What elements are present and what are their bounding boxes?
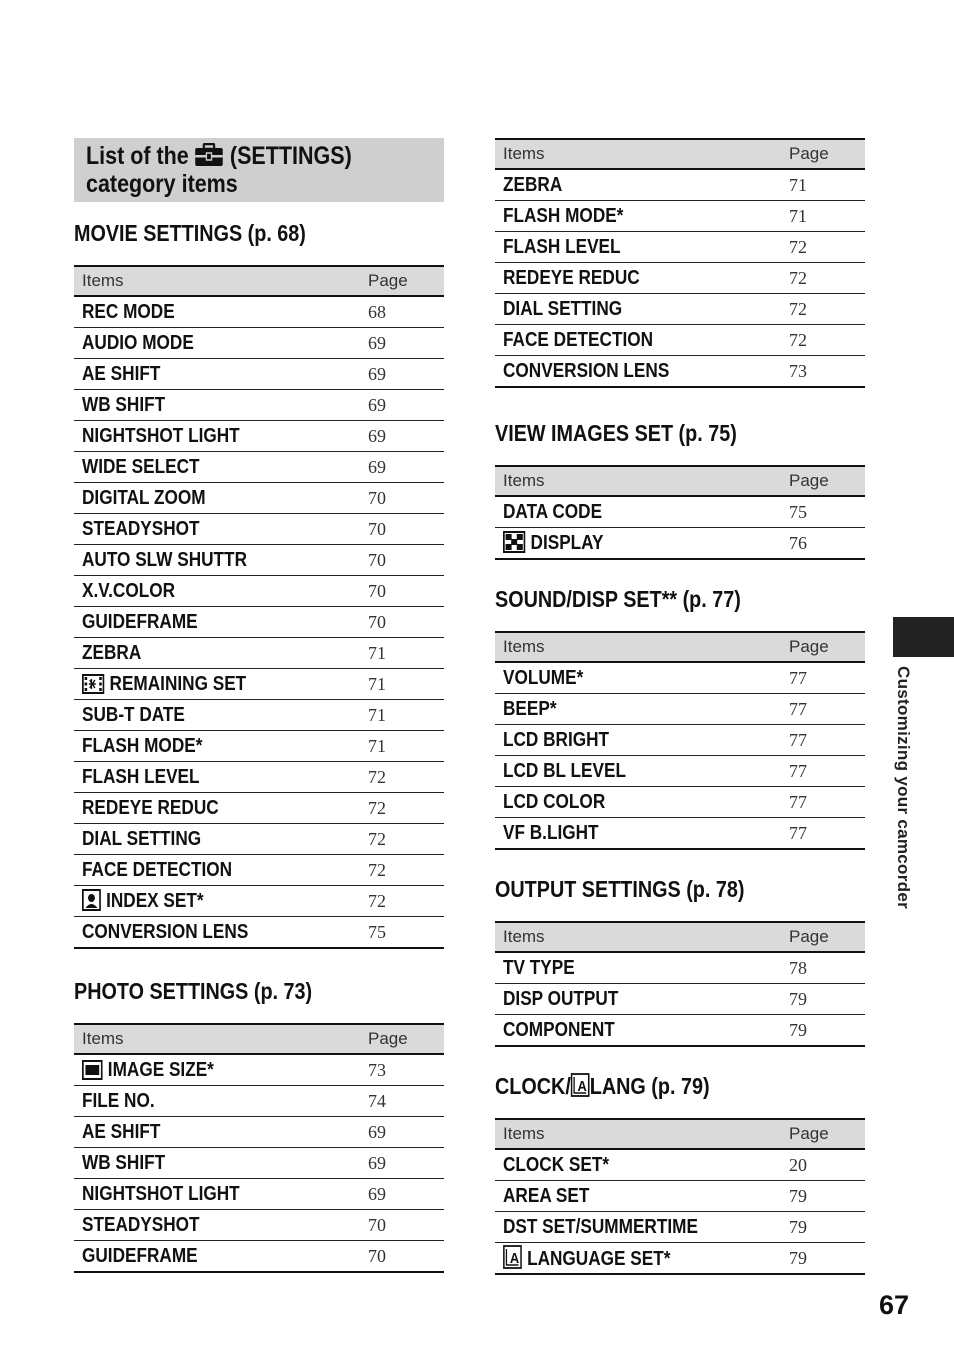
item-name-wrap	[82, 859, 232, 882]
item-name-wrap	[82, 1245, 198, 1268]
table-row	[74, 1148, 444, 1179]
item-name-cell	[495, 356, 789, 388]
table-row	[495, 952, 865, 984]
item-name-cell	[74, 514, 368, 545]
item-name-cell	[74, 917, 368, 949]
item-name-cell	[74, 1179, 368, 1210]
chapter-label-text: Customizing your camcorder	[894, 666, 913, 910]
item-name-cell	[74, 421, 368, 452]
page-ref: 20	[789, 1149, 865, 1181]
item-name-cell	[495, 1212, 789, 1243]
page-ref: 72	[368, 824, 444, 855]
page-ref: 70	[368, 545, 444, 576]
table-row	[74, 824, 444, 855]
output-settings-heading: OUTPUT SETTINGS (p. 78)	[495, 876, 745, 902]
items-header: Items	[495, 922, 789, 952]
table-row	[74, 452, 444, 483]
table-row	[495, 1149, 865, 1181]
item-name: GUIDEFRAME	[82, 610, 198, 633]
item-name-wrap	[503, 760, 626, 783]
table-row	[74, 483, 444, 514]
table-row	[74, 1117, 444, 1148]
item-name-cell	[495, 725, 789, 756]
item-name: GUIDEFRAME	[82, 1244, 198, 1267]
item-name: STEADYSHOT	[82, 1213, 200, 1236]
page-ref: 73	[368, 1054, 444, 1086]
item-name-wrap	[503, 531, 603, 555]
item-name-wrap	[82, 1152, 165, 1175]
item-name-wrap	[82, 394, 165, 417]
item-name: FLASH MODE*	[503, 204, 624, 227]
item-name: REC MODE	[82, 300, 175, 323]
page-ref: 72	[368, 762, 444, 793]
page-ref: 69	[368, 390, 444, 421]
page-ref: 72	[789, 232, 865, 263]
item-name-wrap	[82, 611, 198, 634]
item-name-cell	[495, 787, 789, 818]
item-name-cell	[74, 1117, 368, 1148]
item-name: ZEBRA	[503, 173, 563, 196]
item-name: X.V.COLOR	[82, 579, 176, 602]
item-name-cell	[495, 232, 789, 263]
items-header: Items	[495, 1119, 789, 1149]
table-row	[74, 638, 444, 669]
item-name-wrap	[503, 1019, 615, 1042]
items-header: Items	[495, 139, 789, 169]
item-name: SUB-T DATE	[82, 703, 185, 726]
table-row	[74, 390, 444, 421]
item-name-cell	[495, 201, 789, 232]
right-column	[495, 138, 865, 1275]
item-name-cell	[495, 528, 789, 560]
item-name-wrap	[503, 298, 622, 321]
item-name: REDEYE REDUC	[503, 266, 640, 289]
page-ref: 72	[368, 855, 444, 886]
item-name: CONVERSION LENS	[82, 920, 249, 943]
item-name-cell	[495, 662, 789, 694]
item-name-cell	[495, 952, 789, 984]
table-row	[74, 328, 444, 359]
item-name-wrap	[503, 329, 653, 352]
items-header: Items	[495, 632, 789, 662]
movie-settings-heading: MOVIE SETTINGS (p. 68)	[74, 220, 306, 246]
item-name: CONVERSION LENS	[503, 359, 670, 382]
page-ref: 69	[368, 1179, 444, 1210]
page-header: Page	[368, 266, 444, 296]
item-name-wrap	[82, 921, 248, 944]
item-name: NIGHTSHOT LIGHT	[82, 1182, 240, 1205]
page-ref: 72	[789, 263, 865, 294]
item-name-wrap	[82, 332, 194, 355]
item-name-wrap	[503, 988, 618, 1011]
table-row	[495, 294, 865, 325]
table-row	[495, 756, 865, 787]
table-row	[74, 917, 444, 949]
item-name-wrap	[503, 501, 602, 524]
page-number: 67	[879, 1290, 910, 1320]
page-ref: 70	[368, 514, 444, 545]
chapter-tab	[893, 617, 954, 657]
page-ref: 75	[789, 496, 865, 528]
page-header: Page	[368, 1024, 444, 1054]
item-name-cell	[74, 762, 368, 793]
item-name: ZEBRA	[82, 641, 142, 664]
page-ref: 79	[789, 1243, 865, 1275]
item-name-cell	[74, 793, 368, 824]
table-row	[495, 263, 865, 294]
table-row	[74, 886, 444, 917]
language-icon	[571, 1073, 590, 1097]
item-name: COMPONENT	[503, 1018, 615, 1041]
item-name-wrap	[82, 673, 246, 696]
item-name-cell	[74, 886, 368, 917]
photo-settings-table	[74, 1023, 444, 1273]
table-row	[74, 1054, 444, 1086]
item-name: INDEX SET*	[106, 890, 204, 912]
item-name-cell	[495, 756, 789, 787]
item-name-wrap	[82, 735, 202, 758]
table-row	[495, 662, 865, 694]
item-name-cell	[495, 169, 789, 201]
item-name-wrap	[82, 889, 204, 913]
item-name: CLOCK SET*	[503, 1153, 610, 1176]
item-name-wrap	[82, 704, 185, 727]
item-name: DIGITAL ZOOM	[82, 486, 206, 509]
item-name-wrap	[503, 1216, 698, 1239]
page-ref: 69	[368, 1117, 444, 1148]
item-name: DIAL SETTING	[82, 827, 202, 850]
page-ref: 77	[789, 725, 865, 756]
page-ref: 70	[368, 607, 444, 638]
table-row	[74, 1210, 444, 1241]
item-name: FACE DETECTION	[503, 328, 654, 351]
item-name-wrap	[82, 828, 201, 851]
item-name-wrap	[82, 1059, 214, 1082]
clock-heading-prefix: CLOCK/	[495, 1073, 571, 1099]
item-name-wrap	[82, 1121, 160, 1144]
item-name: AE SHIFT	[82, 362, 161, 385]
item-name: DIAL SETTING	[503, 297, 623, 320]
items-header: Items	[74, 1024, 368, 1054]
item-name-cell	[495, 496, 789, 528]
item-name-wrap	[82, 642, 141, 665]
page-ref: 79	[789, 1015, 865, 1047]
items-header: Items	[74, 266, 368, 296]
table-row	[495, 725, 865, 756]
item-name: DATA CODE	[503, 500, 603, 523]
item-name-wrap	[82, 518, 200, 541]
table-row	[495, 325, 865, 356]
left-column	[74, 138, 444, 1273]
page-ref: 69	[368, 328, 444, 359]
table-row	[495, 356, 865, 388]
page-ref: 77	[789, 818, 865, 850]
item-name-cell	[74, 1241, 368, 1273]
item-name: DST SET/SUMMERTIME	[503, 1215, 698, 1238]
page-ref: 69	[368, 452, 444, 483]
item-name: LCD BL LEVEL	[503, 759, 626, 782]
item-name-cell	[74, 452, 368, 483]
item-name-cell	[74, 638, 368, 669]
item-name: FLASH MODE*	[82, 734, 203, 757]
page-ref: 71	[368, 638, 444, 669]
item-name-cell	[74, 1148, 368, 1179]
table-row	[495, 694, 865, 725]
page-ref: 70	[368, 483, 444, 514]
grid-display-icon	[503, 532, 531, 554]
sound-disp-set-table	[495, 631, 865, 850]
item-name-wrap	[82, 1214, 200, 1237]
item-name-wrap	[503, 957, 575, 980]
clock-lang-heading	[495, 1071, 813, 1101]
view-images-set-table	[495, 465, 865, 560]
table-row	[74, 793, 444, 824]
item-name: WB SHIFT	[82, 1151, 166, 1174]
page-ref: 71	[789, 169, 865, 201]
clock-heading-suffix: LANG (p. 79)	[589, 1073, 710, 1099]
item-name-wrap	[503, 822, 599, 845]
page-ref: 69	[368, 1148, 444, 1179]
item-name-wrap	[503, 1245, 670, 1271]
item-name-wrap	[82, 363, 160, 386]
page-ref: 79	[789, 1212, 865, 1243]
item-name: LCD COLOR	[503, 790, 606, 813]
item-name-wrap	[503, 236, 621, 259]
item-name: REMAINING SET	[109, 672, 247, 695]
item-name: FILE NO.	[82, 1089, 155, 1112]
item-name-cell	[74, 359, 368, 390]
item-name-wrap	[503, 729, 609, 752]
item-name-cell	[74, 390, 368, 421]
photo-settings-continued-table	[495, 138, 865, 388]
item-name: AE SHIFT	[82, 1120, 161, 1143]
table-row	[74, 855, 444, 886]
page-ref: 72	[368, 793, 444, 824]
item-name-cell	[74, 1210, 368, 1241]
page-title	[74, 138, 444, 202]
item-name: WB SHIFT	[82, 393, 166, 416]
table-row	[74, 607, 444, 638]
item-name-wrap	[82, 1090, 155, 1113]
item-name-wrap	[503, 791, 605, 814]
item-name-wrap	[503, 1154, 609, 1177]
movie-settings-table	[74, 265, 444, 949]
item-name: AUTO SLW SHUTTR	[82, 548, 247, 571]
item-name-wrap	[82, 456, 200, 479]
item-name-wrap	[82, 797, 219, 820]
page-header: Page	[789, 632, 865, 662]
item-name: FLASH LEVEL	[503, 235, 621, 258]
item-name-wrap	[82, 766, 200, 789]
image-size-icon	[82, 1059, 108, 1081]
item-name-cell	[495, 694, 789, 725]
page-ref: 73	[789, 356, 865, 388]
table-row	[495, 169, 865, 201]
page-ref: 75	[368, 917, 444, 949]
item-name: AUDIO MODE	[82, 331, 194, 354]
photo-settings-heading: PHOTO SETTINGS (p. 73)	[74, 978, 313, 1004]
item-name: TV TYPE	[503, 956, 575, 979]
page-ref: 68	[368, 296, 444, 328]
page-header: Page	[789, 139, 865, 169]
page-ref: 77	[789, 694, 865, 725]
item-name-wrap	[82, 549, 247, 572]
page-ref: 77	[789, 756, 865, 787]
page-ref: 72	[789, 294, 865, 325]
table-row	[74, 576, 444, 607]
toolbox-icon	[195, 143, 224, 167]
item-name-cell	[495, 294, 789, 325]
page-ref: 71	[368, 700, 444, 731]
items-header: Items	[495, 466, 789, 496]
title-text-line2: category items	[86, 170, 238, 198]
item-name-cell	[74, 1086, 368, 1117]
item-name: LANGUAGE SET*	[527, 1248, 671, 1270]
table-row	[74, 762, 444, 793]
item-name-cell	[74, 700, 368, 731]
item-name-cell	[74, 731, 368, 762]
item-name: DISPLAY	[530, 532, 604, 554]
item-name: IMAGE SIZE*	[107, 1058, 214, 1081]
face-index-icon	[82, 890, 106, 912]
item-name: FACE DETECTION	[82, 858, 233, 881]
page-header: Page	[789, 466, 865, 496]
item-name-cell	[74, 576, 368, 607]
table-row	[74, 421, 444, 452]
item-name-cell	[74, 824, 368, 855]
page-header: Page	[789, 922, 865, 952]
page-ref: 71	[789, 201, 865, 232]
table-row	[495, 1243, 865, 1275]
item-name-wrap	[503, 267, 640, 290]
item-name-cell	[74, 669, 368, 700]
item-name-cell	[74, 328, 368, 359]
item-name-wrap	[503, 205, 623, 228]
page-ref: 72	[789, 325, 865, 356]
svg-text:A: A	[577, 1077, 588, 1095]
item-name: WIDE SELECT	[82, 455, 200, 478]
table-row	[74, 514, 444, 545]
chapter-label	[893, 666, 923, 916]
item-name-cell	[495, 1181, 789, 1212]
item-name-cell	[74, 607, 368, 638]
title-text-suffix: (SETTINGS)	[229, 142, 352, 170]
table-row	[495, 818, 865, 850]
item-name-cell	[495, 1243, 789, 1275]
table-row	[74, 545, 444, 576]
table-row	[495, 528, 865, 560]
page-ref: 70	[368, 1241, 444, 1273]
item-name-cell	[74, 1054, 368, 1086]
table-row	[74, 669, 444, 700]
table-row	[495, 1212, 865, 1243]
table-row	[74, 700, 444, 731]
item-name-cell	[495, 1015, 789, 1047]
item-name: REDEYE REDUC	[82, 796, 219, 819]
item-name-wrap	[503, 667, 583, 690]
table-row	[495, 984, 865, 1015]
item-name-wrap	[82, 1183, 240, 1206]
item-name-wrap	[503, 698, 557, 721]
table-row	[74, 296, 444, 328]
page-ref: 79	[789, 984, 865, 1015]
item-name-wrap	[503, 174, 562, 197]
item-name: LCD BRIGHT	[503, 728, 610, 751]
table-row	[495, 496, 865, 528]
clock-lang-table	[495, 1118, 865, 1275]
item-name-wrap	[82, 301, 175, 324]
table-row	[495, 201, 865, 232]
page-ref: 77	[789, 662, 865, 694]
item-name-cell	[495, 818, 789, 850]
page-ref: 79	[789, 1181, 865, 1212]
item-name: AREA SET	[503, 1184, 590, 1207]
table-row	[74, 1241, 444, 1273]
table-row	[495, 232, 865, 263]
item-name: VF B.LIGHT	[503, 821, 599, 844]
language-icon	[503, 1248, 527, 1270]
item-name: DISP OUTPUT	[503, 987, 619, 1010]
page-ref: 74	[368, 1086, 444, 1117]
item-name: VOLUME*	[503, 666, 584, 689]
table-row	[495, 1181, 865, 1212]
page-ref: 71	[368, 669, 444, 700]
table-row	[74, 731, 444, 762]
page-ref: 78	[789, 952, 865, 984]
item-name-wrap	[503, 360, 669, 383]
page-ref: 70	[368, 1210, 444, 1241]
output-settings-table	[495, 921, 865, 1047]
item-name-cell	[495, 325, 789, 356]
table-row	[74, 359, 444, 390]
item-name-wrap	[82, 425, 240, 448]
film-icon	[82, 673, 110, 695]
page-ref: 70	[368, 576, 444, 607]
page-ref: 76	[789, 528, 865, 560]
title-text-prefix: List of the	[86, 142, 189, 170]
view-images-set-heading: VIEW IMAGES SET (p. 75)	[495, 420, 737, 446]
item-name: BEEP*	[503, 697, 557, 720]
page-ref: 69	[368, 359, 444, 390]
item-name: FLASH LEVEL	[82, 765, 200, 788]
page-ref: 71	[368, 731, 444, 762]
item-name-cell	[74, 855, 368, 886]
table-row	[74, 1086, 444, 1117]
item-name-cell	[495, 263, 789, 294]
item-name-wrap	[82, 487, 206, 510]
page-ref: 69	[368, 421, 444, 452]
item-name-wrap	[82, 580, 175, 603]
item-name-cell	[74, 545, 368, 576]
item-name-cell	[74, 296, 368, 328]
page-header: Page	[789, 1119, 865, 1149]
item-name-cell	[495, 1149, 789, 1181]
page-ref: 77	[789, 787, 865, 818]
svg-text:A: A	[509, 1249, 520, 1267]
item-name-wrap	[503, 1185, 589, 1208]
sound-disp-set-heading: SOUND/DISP SET** (p. 77)	[495, 586, 741, 612]
item-name: STEADYSHOT	[82, 517, 200, 540]
item-name: NIGHTSHOT LIGHT	[82, 424, 240, 447]
item-name-cell	[495, 984, 789, 1015]
item-name-cell	[74, 483, 368, 514]
page-ref: 72	[368, 886, 444, 917]
table-row	[74, 1179, 444, 1210]
table-row	[495, 1015, 865, 1047]
table-row	[495, 787, 865, 818]
